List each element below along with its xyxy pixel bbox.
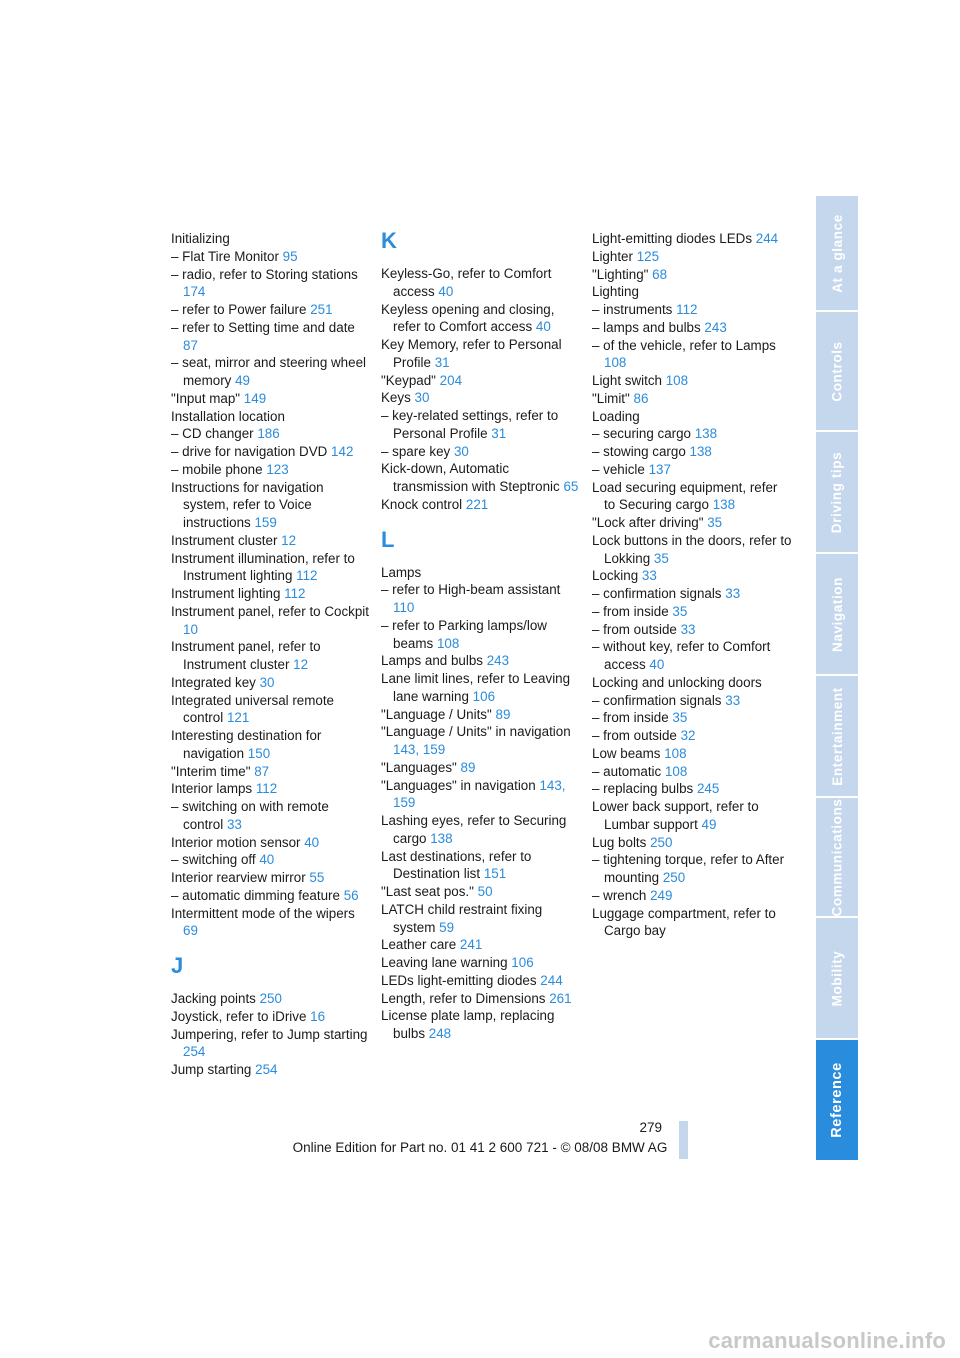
index-entry — [592, 408, 792, 426]
page-link[interactable]: 151 — [483, 866, 507, 882]
page-link[interactable]: 33 — [641, 568, 657, 584]
page-link[interactable]: 250 — [662, 870, 686, 885]
page-link[interactable]: 251 — [310, 302, 333, 317]
index-term: "Lighting" — [592, 266, 649, 282]
index-term: Interesting destination for navigation — [171, 728, 322, 761]
page-link[interactable]: 40 — [535, 319, 551, 335]
index-term: – replacing bulbs — [592, 781, 694, 797]
index-term: – radio, refer to Storing stations — [171, 266, 358, 282]
page-link[interactable]: 138 — [712, 497, 736, 513]
page-link[interactable]: 33 — [725, 692, 741, 708]
index-term: Luggage compartment, refer to Cargo bay — [592, 905, 776, 939]
index-entry — [381, 336, 581, 372]
index-entry — [381, 265, 581, 301]
index-entry — [592, 780, 792, 798]
index-entry — [592, 514, 792, 532]
page-link[interactable]: 108 — [436, 635, 460, 651]
page-link[interactable]: 10 — [183, 621, 198, 637]
index-entry — [381, 1007, 581, 1043]
page-link[interactable]: 106 — [511, 955, 534, 970]
page-link[interactable]: 108 — [665, 373, 689, 388]
index-entry — [381, 670, 581, 706]
index-entry — [171, 780, 371, 798]
tab-at-a-glance[interactable] — [816, 196, 858, 310]
index-entry — [171, 585, 371, 603]
page-link[interactable]: 121 — [226, 710, 250, 726]
page-link[interactable]: 35 — [672, 710, 688, 726]
tab-mobility[interactable] — [816, 918, 858, 1038]
index-term: – from inside — [592, 603, 669, 619]
index-entry — [592, 905, 792, 941]
index-entry — [592, 621, 792, 639]
index-term: "Language / Units" — [381, 706, 492, 722]
page-link[interactable]: 95 — [282, 248, 298, 264]
index-term: "Languages" in navigation — [381, 777, 536, 793]
index-term: Interior motion sensor — [171, 834, 301, 850]
index-entry — [381, 460, 581, 496]
index-entry — [171, 1026, 371, 1062]
index-entry — [171, 990, 371, 1008]
index-entry — [171, 390, 371, 408]
index-term: "Limit" — [592, 390, 630, 406]
index-entry — [592, 479, 792, 515]
page-link[interactable]: 159 — [254, 515, 277, 530]
index-term: Lock buttons in the doors, refer to Lokking — [592, 532, 792, 566]
index-entry — [381, 372, 581, 390]
page-link[interactable]: 112 — [284, 586, 306, 601]
index-term: Jacking points — [171, 991, 256, 1006]
index-term: – automatic — [592, 763, 662, 779]
index-entry — [381, 848, 581, 884]
page-link[interactable]: 33 — [725, 586, 741, 601]
page-link[interactable]: 254 — [183, 1044, 206, 1060]
index-entry: "Language / Units" in navigation 143, 159 — [381, 724, 571, 757]
index-term: – CD changer — [171, 426, 254, 442]
index-entry — [592, 603, 792, 621]
page-link[interactable]: 40 — [259, 852, 275, 868]
index-term: Interior lamps — [171, 781, 253, 797]
page-link[interactable]: 59 — [439, 919, 455, 935]
page-link[interactable]: 35 — [653, 550, 669, 566]
tab-label: Mobility — [829, 950, 845, 1006]
index-term: Leaving lane warning — [381, 955, 508, 970]
index-entry — [171, 425, 371, 443]
page-link[interactable]: 33 — [226, 816, 242, 832]
page-link[interactable]: 49 — [235, 373, 250, 388]
index-term: "Language / Units" in navigation — [381, 724, 571, 740]
index-entry — [592, 372, 792, 390]
page-link[interactable]: 106 — [472, 688, 496, 704]
page-link[interactable]: 49 — [701, 816, 717, 832]
index-entry — [381, 389, 581, 407]
tab-entertainment[interactable] — [816, 676, 858, 796]
index-term: – without key, refer to Comfort access — [592, 639, 771, 672]
index-entry — [171, 638, 371, 674]
index-term: Integrated key — [171, 674, 256, 690]
index-term: Lug bolts — [592, 834, 647, 850]
page-link[interactable]: 30 — [453, 443, 469, 459]
index-entry — [381, 759, 581, 777]
index-term: Kick-down, Automatic transmission with Steptronic — [381, 461, 560, 494]
page-link[interactable]: 30 — [414, 390, 430, 406]
index-term: – lamps and bulbs — [592, 319, 701, 335]
index-term: Light-emitting diodes LEDs — [592, 231, 753, 246]
page-link[interactable]: 35 — [707, 515, 723, 530]
page-link[interactable]: 89 — [495, 706, 511, 722]
index-term: – Flat Tire Monitor — [171, 248, 279, 264]
index-entry — [171, 266, 371, 302]
page-link[interactable]: 143 — [393, 742, 416, 757]
index-term: Locking and unlocking doors — [592, 674, 762, 690]
page-link[interactable]: 245 — [696, 781, 720, 797]
page-link[interactable]: 250 — [259, 991, 282, 1006]
index-term: – seat, mirror and steering wheel memory — [171, 355, 367, 388]
index-entry — [592, 283, 792, 301]
index-entry — [381, 972, 581, 990]
index-term: Keyless-Go, refer to Comfort access — [381, 266, 552, 299]
index-term: Leather care — [381, 937, 457, 953]
page-link[interactable]: 174 — [183, 284, 206, 300]
page-link[interactable]: 35 — [672, 603, 688, 619]
index-term: – refer to Power failure — [171, 302, 307, 317]
index-entry — [381, 901, 581, 937]
index-entry — [171, 834, 371, 852]
index-term: Lighter — [592, 248, 633, 264]
index-term: – drive for navigation DVD — [171, 444, 328, 459]
index-entry — [171, 354, 371, 390]
index-entry — [381, 617, 581, 653]
index-term: Keyless opening and closing, refer to Comfort access — [381, 301, 555, 335]
index-entry — [381, 581, 581, 617]
index-term: – switching on with remote control — [171, 799, 329, 832]
index-column-3 — [592, 230, 792, 940]
page-link[interactable]: 108 — [664, 763, 688, 779]
index-term: – of the vehicle, refer to Lamps — [592, 337, 776, 353]
page-link[interactable]: 241 — [459, 937, 483, 953]
page-link[interactable]: 89 — [460, 759, 476, 775]
index-term: Key Memory, refer to Personal Profile — [381, 337, 562, 370]
index-term: Instructions for navigation system, refer to Voice instructions — [171, 479, 324, 530]
index-entry — [381, 936, 581, 954]
index-term: Last destinations, refer to Destination list — [381, 848, 532, 882]
page-link[interactable]: 68 — [652, 266, 668, 282]
index-entry — [592, 638, 792, 674]
index-entry — [592, 443, 792, 461]
index-entry — [592, 851, 792, 887]
page-link[interactable]: 244 — [755, 231, 779, 246]
page-link[interactable]: 110 — [393, 600, 415, 615]
index-entry — [381, 954, 581, 972]
index-entry — [592, 390, 792, 408]
index-term: Knock control — [381, 496, 463, 512]
index-entry — [592, 763, 792, 781]
tab-label: Entertainment — [829, 686, 845, 786]
index-term: – refer to Parking lamps/low beams — [381, 617, 547, 651]
page-link[interactable]: 138 — [689, 444, 712, 459]
index-entry — [592, 461, 792, 479]
tab-communications[interactable] — [816, 798, 858, 916]
page-link[interactable]: 50 — [477, 884, 493, 899]
letter-heading: J — [171, 953, 184, 978]
page-number: 279 — [639, 1120, 662, 1135]
page-link[interactable]: 112 — [296, 568, 318, 584]
page-link[interactable]: 123 — [266, 461, 289, 477]
index-entry — [381, 990, 581, 1008]
index-entry — [381, 883, 581, 901]
page-link[interactable]: 143 — [539, 777, 562, 793]
index-entry — [171, 887, 371, 905]
index-term: "Interim time" — [171, 763, 251, 779]
index-entry: "Languages" in navigation 143, 159 — [381, 777, 566, 811]
index-term: Initializing — [171, 231, 230, 246]
index-term: – switching off — [171, 852, 256, 868]
index-term: Load securing equipment, refer to Securing cargo — [592, 479, 778, 513]
index-entry — [592, 248, 792, 266]
index-term: Lighting — [592, 284, 639, 300]
page-link[interactable]: 261 — [549, 990, 572, 1006]
page-link[interactable]: 31 — [434, 354, 450, 370]
page-link[interactable]: 149 — [243, 390, 267, 406]
index-entry — [592, 319, 792, 337]
page-link[interactable]: 112 — [255, 781, 278, 797]
index-term: "Input map" — [171, 390, 241, 406]
index-entry — [171, 408, 371, 426]
index-term: – mobile phone — [171, 461, 263, 477]
index-entry — [592, 532, 792, 568]
index-term: Integrated universal remote control — [171, 692, 335, 726]
index-entry — [171, 869, 371, 887]
page-link[interactable]: 142 — [331, 444, 354, 459]
index-entry — [381, 652, 581, 670]
index-term: – stowing cargo — [592, 444, 686, 459]
page-link[interactable]: 138 — [430, 830, 453, 846]
index-term: Interior rearview mirror — [171, 870, 306, 885]
index-entry — [171, 301, 371, 319]
page-link[interactable]: 40 — [438, 283, 454, 299]
tab-controls[interactable] — [816, 312, 858, 430]
page-link[interactable]: 221 — [465, 496, 489, 512]
watermark: carmanualsonline.info — [708, 1328, 946, 1353]
index-entry — [592, 887, 792, 905]
index-term: – securing cargo — [592, 426, 691, 442]
page-link[interactable]: 108 — [604, 355, 627, 371]
page-link[interactable]: 40 — [304, 834, 320, 850]
page-link[interactable]: 125 — [636, 248, 660, 264]
index-term: – tightening torque, refer to After mounting — [592, 852, 785, 885]
index-term: Lane limit lines, refer to Leaving lane warning — [381, 671, 571, 704]
letter-heading: L — [381, 526, 395, 552]
footer-text: Online Edition for Part no. 01 41 2 600 721 - © 08/08 BMW AG — [292, 1140, 668, 1155]
index-entry — [171, 1008, 371, 1026]
page-link[interactable]: 159 — [393, 795, 416, 811]
index-term: Lamps and bulbs — [381, 653, 483, 669]
index-term: – wrench — [592, 887, 647, 903]
index-term: – refer to Setting time and date — [171, 319, 355, 335]
page-link[interactable]: 254 — [255, 1062, 278, 1077]
index-term: Length, refer to Dimensions — [381, 990, 546, 1006]
index-entry — [592, 674, 792, 692]
index-entry — [381, 496, 581, 514]
page-link[interactable]: 243 — [704, 319, 727, 335]
index-entry — [592, 266, 792, 284]
page-link[interactable]: 248 — [428, 1026, 452, 1041]
tab-label: Controls — [829, 340, 845, 402]
index-entry — [381, 443, 581, 461]
page-link[interactable]: 249 — [650, 887, 673, 903]
page-link[interactable]: 137 — [648, 461, 671, 477]
index-entry — [171, 905, 371, 941]
index-term: Lashing eyes, refer to Securing cargo — [381, 813, 567, 846]
index-term: Lower back support, refer to Lumbar support — [592, 799, 759, 832]
index-term: – automatic dimming feature — [171, 887, 340, 903]
index-term: Joystick, refer to iDrive — [171, 1008, 307, 1024]
index-term: "Lock after driving" — [592, 515, 704, 530]
page-link[interactable]: 12 — [281, 532, 297, 548]
tab-label: Communications — [829, 798, 845, 916]
index-entry — [592, 834, 792, 852]
page-link[interactable]: 40 — [649, 657, 665, 672]
page-link[interactable]: 12 — [293, 657, 309, 672]
index-entry — [171, 443, 371, 461]
index-entry — [171, 479, 371, 532]
index-term: Light switch — [592, 373, 662, 388]
page-link[interactable]: 108 — [664, 745, 687, 761]
page-link[interactable]: 112 — [676, 302, 698, 317]
letter-heading: K — [381, 228, 397, 253]
tab-driving-tips[interactable] — [816, 432, 858, 552]
index-entry — [171, 603, 371, 639]
index-entry — [592, 692, 792, 710]
index-term: Installation location — [171, 408, 285, 424]
tab-label: Navigation — [829, 576, 845, 652]
index-term: Instrument illumination, refer to Instrument lighting — [171, 550, 355, 584]
page-link[interactable]: 16 — [310, 1008, 326, 1024]
page-link[interactable]: 150 — [247, 745, 271, 761]
index-entry — [171, 461, 371, 479]
page-link[interactable]: 87 — [254, 763, 270, 779]
tab-label: At a glance — [829, 213, 845, 293]
index-term: Instrument panel, refer to Cockpit — [171, 603, 369, 619]
index-entry — [381, 564, 581, 582]
tab-label: Reference — [829, 1062, 845, 1138]
page-link[interactable]: 56 — [343, 887, 359, 903]
index-term: LATCH child restraint fixing system — [381, 901, 543, 935]
index-entry — [171, 727, 371, 763]
index-entry — [171, 798, 371, 834]
index-entry — [592, 727, 792, 745]
index-term: – instruments — [592, 302, 673, 317]
index-term: "Keypad" — [381, 372, 436, 388]
index-entry — [592, 745, 792, 763]
index-entry — [171, 248, 371, 266]
index-entry — [171, 319, 371, 355]
index-entry — [171, 1061, 371, 1079]
index-term: "Last seat pos." — [381, 884, 474, 899]
index-term: Loading — [592, 408, 640, 424]
index-term: Jumpering, refer to Jump starting — [171, 1026, 368, 1042]
index-column-1 — [171, 230, 371, 1079]
index-term: Locking — [592, 568, 639, 584]
index-term: Keys — [381, 390, 411, 406]
page-link[interactable]: 204 — [439, 372, 463, 388]
index-term: – vehicle — [592, 461, 645, 477]
index-entry — [592, 230, 792, 248]
index-entry — [171, 692, 371, 728]
page-link[interactable]: 138 — [694, 426, 718, 442]
index-term: Instrument cluster — [171, 532, 278, 548]
index-entry — [171, 851, 371, 869]
index-term: – from outside — [592, 621, 677, 637]
index-term: Low beams — [592, 745, 661, 761]
index-entry — [171, 532, 371, 550]
page-link[interactable]: 250 — [650, 834, 673, 850]
index-entry — [592, 567, 792, 585]
page-link[interactable]: 244 — [540, 972, 563, 988]
page-link[interactable]: 159 — [422, 742, 446, 757]
page-link[interactable]: 55 — [309, 870, 325, 885]
section-tabs — [816, 196, 858, 1162]
index-term: License plate lamp, replacing bulbs — [381, 1008, 555, 1041]
index-term: – confirmation signals — [592, 586, 722, 601]
index-entry — [171, 763, 371, 781]
index-entry — [381, 407, 581, 443]
index-term: "Languages" — [381, 759, 457, 775]
index-term: Instrument lighting — [171, 586, 281, 601]
index-entry — [592, 585, 792, 603]
index-term: Intermittent mode of the wipers — [171, 905, 355, 921]
index-entry — [171, 550, 371, 586]
page-link[interactable]: 31 — [491, 425, 507, 441]
index-term: Lamps — [381, 564, 422, 580]
index-entry — [381, 812, 581, 848]
index-entry — [592, 425, 792, 443]
index-entry — [381, 706, 581, 724]
index-column-2 — [381, 230, 581, 1043]
page-link[interactable]: 33 — [680, 621, 696, 637]
index-entry — [171, 674, 371, 692]
tab-navigation[interactable] — [816, 554, 858, 674]
page-link[interactable]: 65 — [563, 479, 579, 494]
index-term: – key-related settings, refer to Personal Profile — [381, 408, 559, 441]
index-term: – confirmation signals — [592, 692, 722, 708]
index-term: – spare key — [381, 443, 451, 459]
page-link[interactable]: 243 — [486, 653, 510, 669]
index-term: Jump starting — [171, 1062, 252, 1077]
index-entry — [592, 798, 792, 834]
index-entry — [592, 301, 792, 319]
tab-label: Driving tips — [829, 451, 845, 533]
index-entry — [381, 301, 581, 337]
page-link[interactable]: 186 — [257, 426, 280, 442]
index-term: Instrument panel, refer to Instrument cluster — [171, 639, 321, 672]
page-link[interactable]: 86 — [633, 390, 649, 406]
page-link[interactable]: 87 — [183, 337, 198, 353]
index-term: – from inside — [592, 710, 669, 726]
index-entry — [592, 337, 792, 373]
index-entry — [171, 230, 371, 248]
index-entry — [592, 709, 792, 727]
index-term: LEDs light-emitting diodes — [381, 972, 537, 988]
index-term: – refer to High-beam assistant — [381, 582, 561, 598]
index-term: – from outside — [592, 728, 677, 743]
page-link[interactable]: 32 — [680, 728, 696, 743]
page-link[interactable]: 30 — [259, 674, 275, 690]
page-link[interactable]: 69 — [183, 923, 198, 939]
